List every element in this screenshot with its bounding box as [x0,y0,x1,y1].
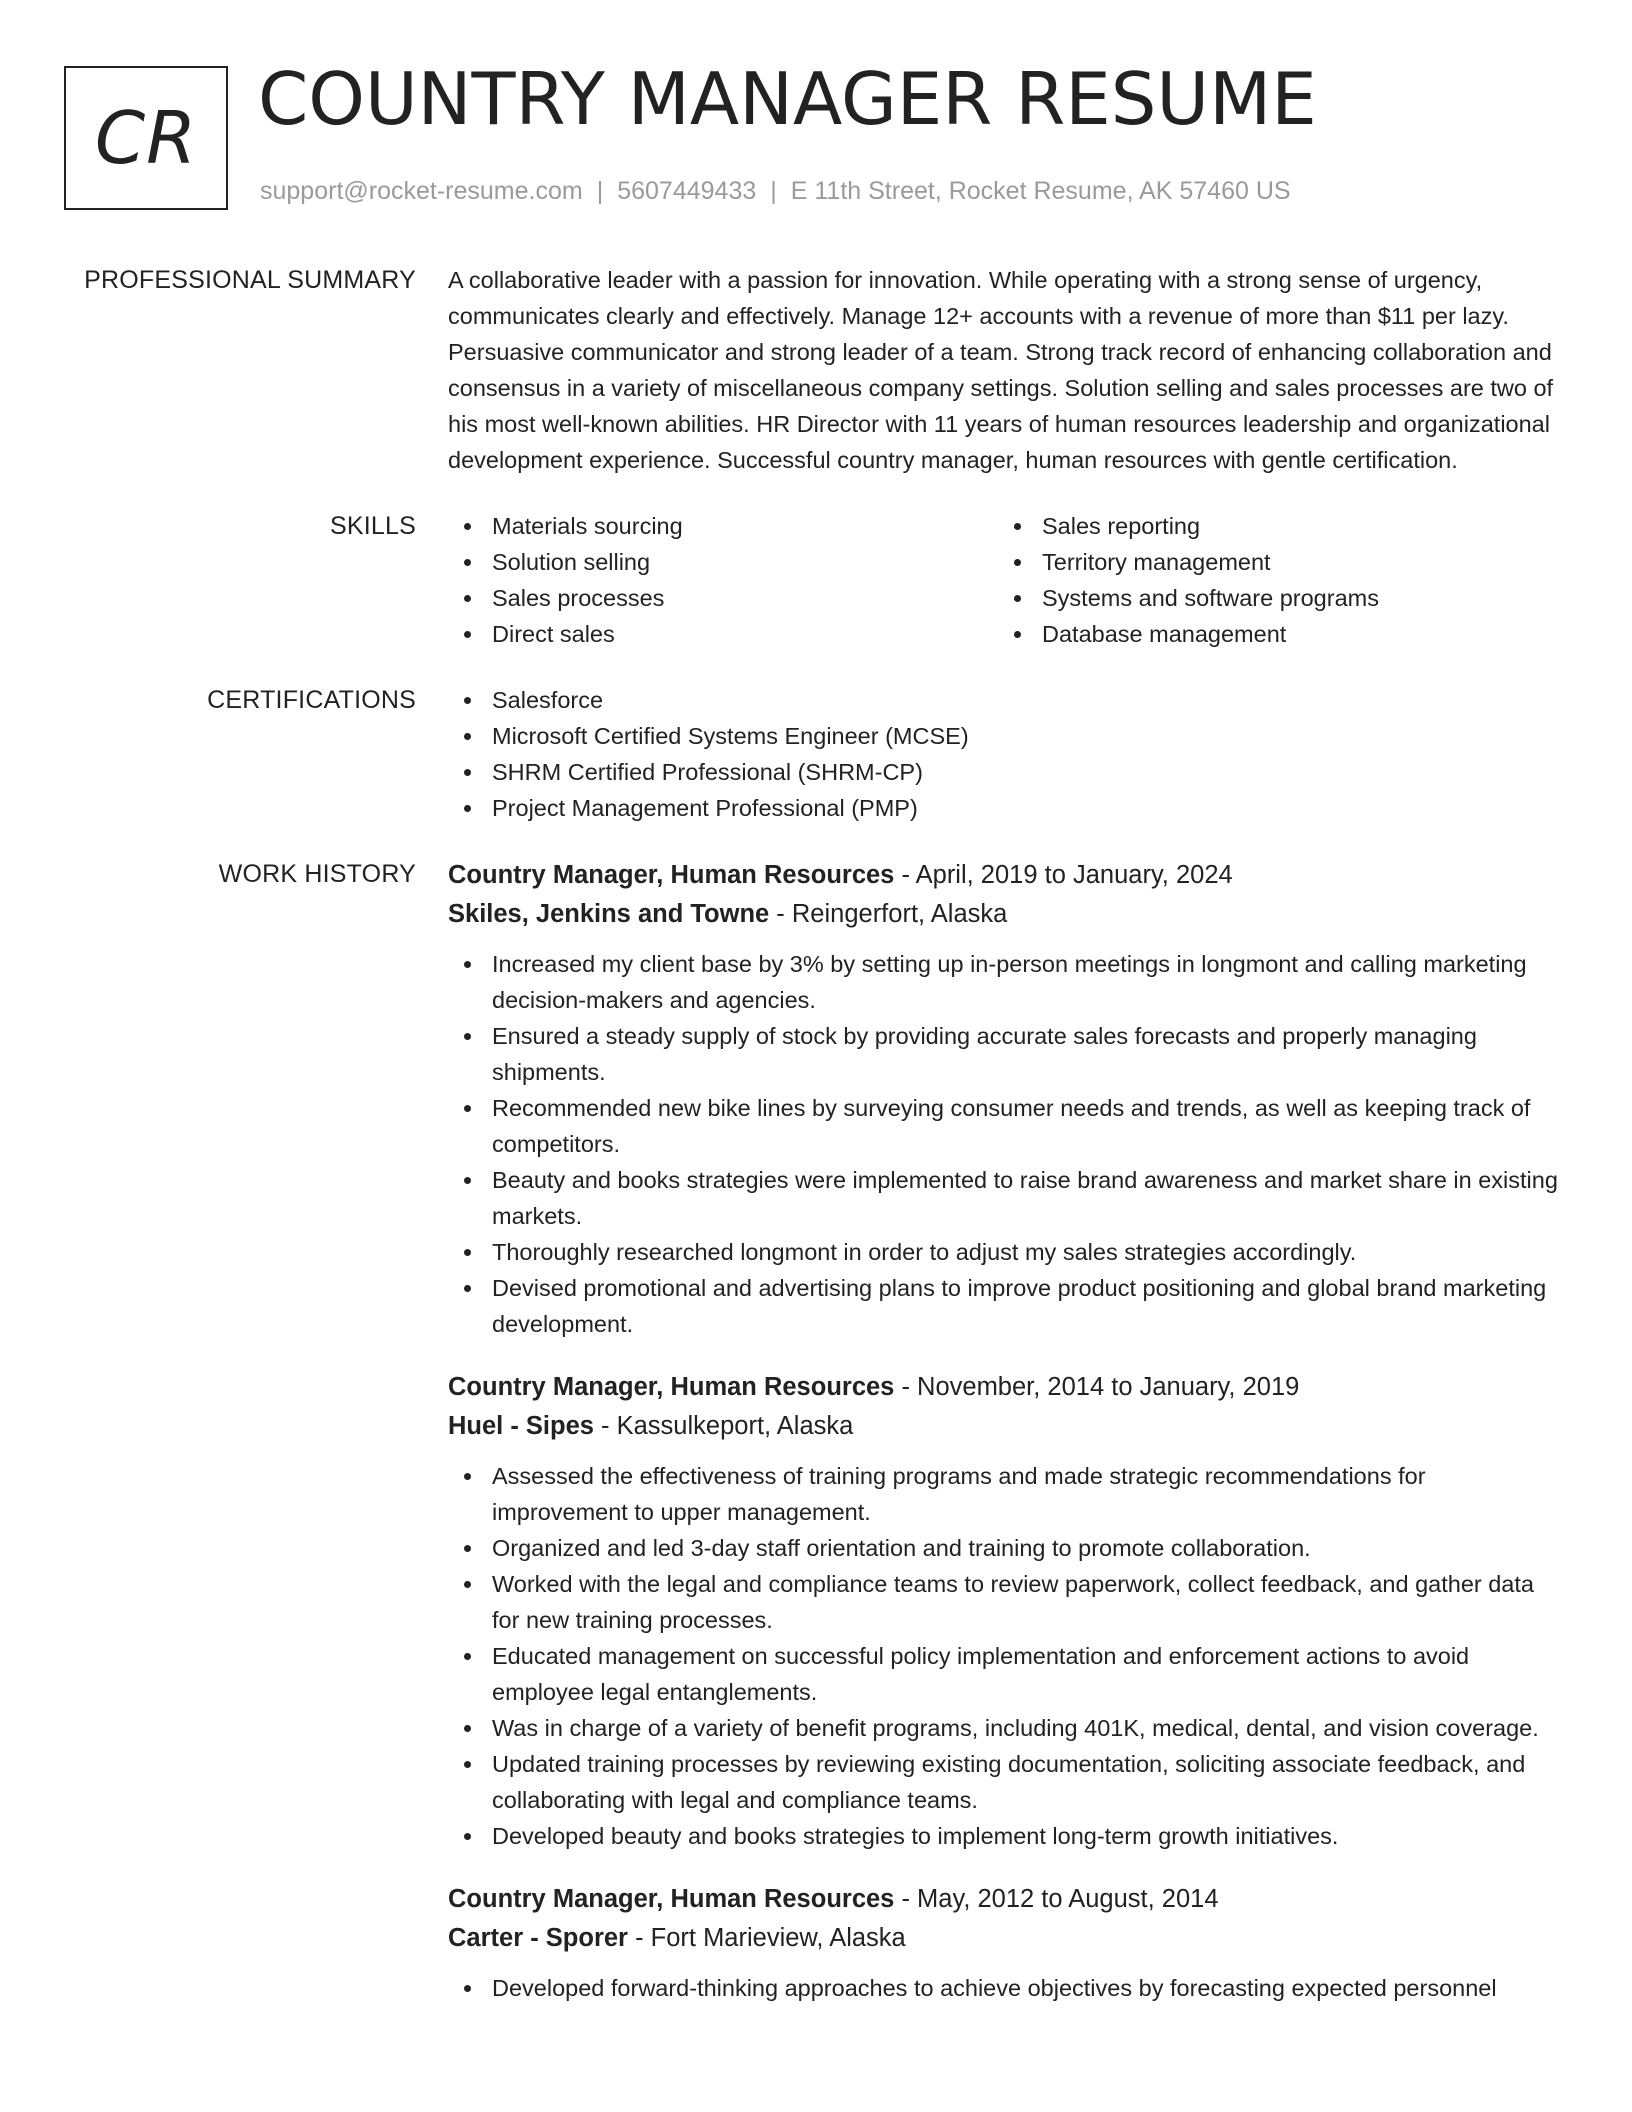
job-title-line [448,1880,1558,1919]
job-entry [448,856,1558,1342]
job-title-line [448,856,1558,895]
job-dates: - November, 2014 to January, 2019 [894,1373,1300,1401]
job-company-line [448,1919,1558,1958]
job-location: - Fort Marieview, Alaska [627,1924,906,1952]
list-item: Sales processes [448,580,998,616]
job-title-line [448,1368,1558,1407]
list-item: Beauty and books strategies were implemented to raise brand awareness and market share in existing markets. [448,1162,1558,1234]
section-heading: WORK HISTORY [218,860,416,888]
job-company-line [448,1407,1558,1446]
list-item: Territory management [998,544,1548,580]
monogram-box [64,66,228,210]
list-item: Organized and led 3-day staff orientation and training to promote collaboration. [448,1530,1558,1566]
list-item: Project Management Professional (PMP) [448,790,1558,826]
job-entry [448,1368,1558,1854]
list-item: Systems and software programs [998,580,1548,616]
page-title: COUNTRY MANAGER RESUME [258,57,1317,141]
resume-sections [0,262,1632,2062]
list-item: Thoroughly researched longmont in order to adjust my sales strategies accordingly. [448,1234,1558,1270]
job-company: Huel - Sipes [448,1412,594,1440]
job-location: - Reingerfort, Alaska [769,900,1008,928]
list-item: Ensured a steady supply of stock by providing accurate sales forecasts and properly managing shipments. [448,1018,1558,1090]
section-heading: CERTIFICATIONS [207,686,416,714]
list-item: Educated management on successful policy implementation and enforcement actions to avoid employee legal entanglements. [448,1638,1558,1710]
certifications-body [448,682,1558,826]
job-entry [448,1880,1558,2006]
job-title: Country Manager, Human Resources [448,1885,895,1913]
job-title: Country Manager, Human Resources [448,861,895,889]
job-bullets [448,1458,1558,1854]
job-dates: - May, 2012 to August, 2014 [894,1885,1219,1913]
job-bullets [448,1970,1558,2006]
skills-grid [448,508,1558,652]
work-history-body [448,856,1558,2032]
job-dates: - April, 2019 to January, 2024 [894,861,1233,889]
job-company: Carter - Sporer [448,1924,628,1952]
job-location: - Kassulkeport, Alaska [593,1412,854,1440]
job-bullets [448,946,1558,1342]
summary-section [0,262,1632,478]
contact-address: E 11th Street, Rocket Resume, AK 57460 US [790,177,1291,205]
list-item: Updated training processes by reviewing existing documentation, soliciting associate feedback, and collaborating with legal and compliance teams. [448,1746,1558,1818]
job-company: Skiles, Jenkins and Towne [448,900,770,928]
skills-list-right [998,508,1548,652]
list-item: Developed beauty and books strategies to implement long-term growth initiatives. [448,1818,1558,1854]
list-item: Direct sales [448,616,998,652]
section-heading: SKILLS [330,512,416,540]
contact-phone: 5607449433 [617,177,757,205]
list-item: SHRM Certified Professional (SHRM-CP) [448,754,1558,790]
contact-email: support@rocket-resume.com [260,177,583,205]
list-item: Increased my client base by 3% by setting up in-person meetings in longmont and calling marketing decision-makers and agencies. [448,946,1558,1018]
summary-text: A collaborative leader with a passion for innovation. While operating with a strong sense of urgency, communicates clearly and effectively. Manage 12+ accounts with a revenue of more than $11 per lazy. Persuasive communicator and strong leader of a team. Strong track record of enhancing collaboration and consensus in a variety of miscellaneous company settings. Solution selling and sales processes are two of his most well-known abilities. HR Director with 11 years of human resources leadership and organizational development experience. Successful country manager, human resources with gentle certification. [448,267,1554,473]
skills-section [0,508,1632,652]
monogram-initials: CR [94,96,198,180]
certifications-section [0,682,1632,826]
list-item: Microsoft Certified Systems Engineer (MCSE) [448,718,1558,754]
list-item: Developed forward-thinking approaches to achieve objectives by forecasting expected personnel [448,1970,1558,2006]
work-history-section [0,856,1632,2032]
contact-line [260,176,1291,206]
list-item: Sales reporting [998,508,1548,544]
list-item: Worked with the legal and compliance teams to review paperwork, collect feedback, and gather data for new training processes. [448,1566,1558,1638]
section-heading: PROFESSIONAL SUMMARY [84,266,416,294]
certifications-list [448,682,1558,826]
list-item: Database management [998,616,1548,652]
list-item: Devised promotional and advertising plans to improve product positioning and global brand marketing development. [448,1270,1558,1342]
job-title: Country Manager, Human Resources [448,1373,895,1401]
contact-separator: | [770,177,777,205]
list-item: Assessed the effectiveness of training programs and made strategic recommendations for improvement to upper management. [448,1458,1558,1530]
list-item: Solution selling [448,544,998,580]
skills-list-left [448,508,998,652]
contact-separator: | [596,177,604,205]
list-item: Materials sourcing [448,508,998,544]
list-item: Was in charge of a variety of benefit programs, including 401K, medical, dental, and vision coverage. [448,1710,1558,1746]
list-item: Recommended new bike lines by surveying consumer needs and trends, as well as keeping track of competitors. [448,1090,1558,1162]
list-item: Salesforce [448,682,1558,718]
job-company-line [448,895,1558,934]
